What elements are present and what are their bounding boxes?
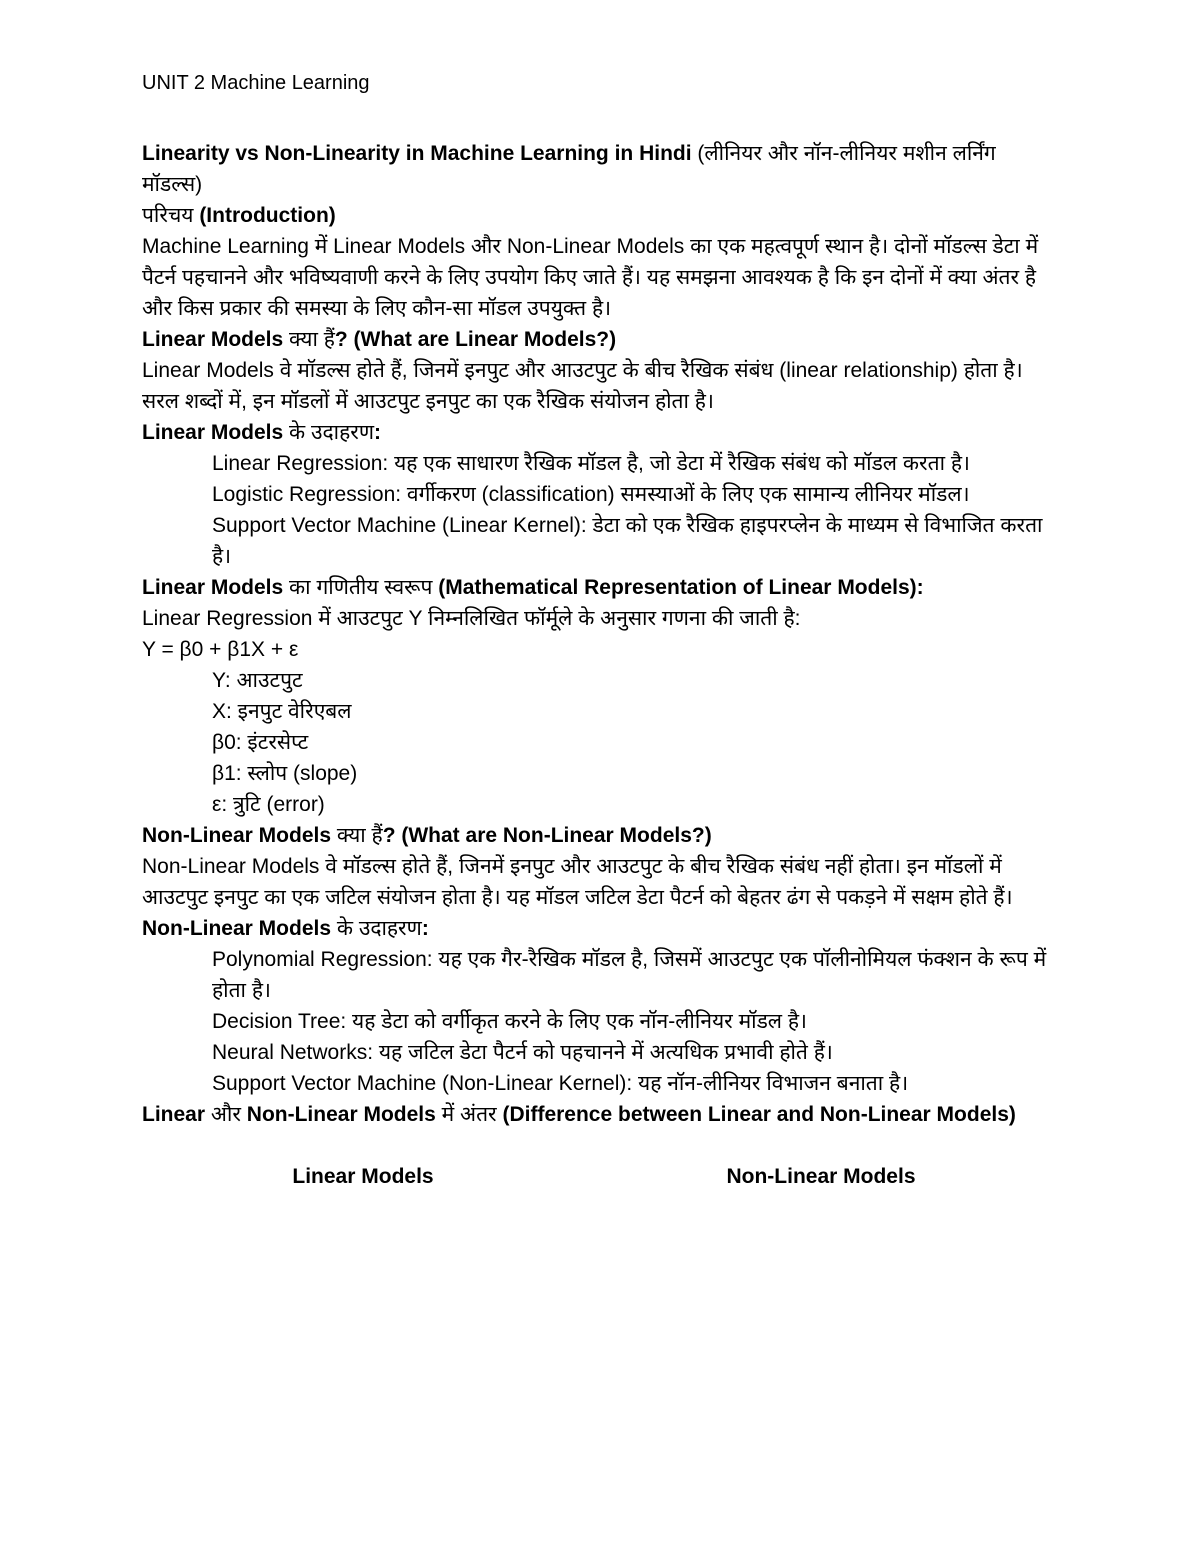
math-heading: Linear Models का गणितीय स्वरूप (Mathematical Representation of Linear Models): <box>142 576 924 599</box>
linear-text: Linear Models वे मॉडल्स होते हैं, जिनमें इनपुट और आउटपुट के बीच रैखिक संबंध (linear relationship) होता है। सरल शब्दों में, इन मॉडलों में आउटपुट इनपुट का एक रैखिक संयोजन होता है। <box>142 359 1023 413</box>
intro-heading-en: (Introduction) <box>199 204 336 227</box>
formula: Y = β0 + β1X + ε <box>142 638 299 661</box>
intro-heading <box>142 200 1058 231</box>
formula-term: ε: त्रुटि (error) <box>212 793 325 816</box>
document-body <box>142 138 1058 1192</box>
table-header-nonlinear: Non-Linear Models <box>726 1165 916 1188</box>
formula-term: Y: आउटपुट <box>212 669 303 692</box>
formula-term: β1: स्लोप (slope) <box>212 762 358 785</box>
nonlinear-examples-heading: Non-Linear Models के उदाहरण: <box>142 917 429 940</box>
comparison-table-header <box>142 1161 1058 1192</box>
title-rest: (लीनियर और नॉन-लीनियर मशीन लर्निंग मॉडल्स) <box>142 142 996 196</box>
difference-heading: Linear और Non-Linear Models में अंतर (Difference between Linear and Non-Linear Models) <box>142 1103 1016 1126</box>
document-title <box>142 138 1058 200</box>
linear-examples-heading: Linear Models के उदाहरण: <box>142 421 382 444</box>
title-bold: Linearity vs Non-Linearity in Machine Learning in Hindi <box>142 142 692 165</box>
linear-heading: Linear Models क्या हैं? (What are Linear Models?) <box>142 328 617 351</box>
nonlinear-example-item: Decision Tree: यह डेटा को वर्गीकृत करने के लिए एक नॉन-लीनियर मॉडल है। <box>212 1010 807 1033</box>
table-header-linear: Linear Models <box>292 1165 434 1188</box>
nonlinear-example-item: Neural Networks: यह जटिल डेटा पैटर्न को पहचानने में अत्यधिक प्रभावी होते हैं। <box>212 1041 833 1064</box>
formula-term: β0: इंटरसेप्ट <box>212 731 309 754</box>
linear-example-item: Logistic Regression: वर्गीकरण (classification) समस्याओं के लिए एक सामान्य लीनियर मॉडल। <box>212 483 970 506</box>
formula-term: X: इनपुट वेरिएबल <box>212 700 352 723</box>
linear-example-item: Linear Regression: यह एक साधारण रैखिक मॉडल है, जो डेटा में रैखिक संबंध को मॉडल करता है। <box>212 452 970 475</box>
nonlinear-text: Non-Linear Models वे मॉडल्स होते हैं, जिनमें इनपुट और आउटपुट के बीच रैखिक संबंध नहीं होता। इन मॉडलों में आउटपुट इनपुट का एक जटिल संयोजन होता है। यह मॉडल जटिल डेटा पैटर्न को बेहतर ढंग से पकड़ने में सक्षम होते हैं। <box>142 855 1013 909</box>
nonlinear-example-item: Polynomial Regression: यह एक गैर-रैखिक मॉडल है, जिसमें आउटपुट एक पॉलीनोमियल फंक्शन के रूप में होता है। <box>212 948 1047 1002</box>
intro-text: Machine Learning में Linear Models और Non-Linear Models का एक महत्वपूर्ण स्थान है। दोनों मॉडल्स डेटा में पैटर्न पहचानने और भविष्यवाणी करने के लिए उपयोग किए जाते हैं। यह समझना आवश्यक है कि इन दोनों में क्या अंतर है और किस प्रकार की समस्या के लिए कौन-सा मॉडल उपयुक्त है। <box>142 235 1039 320</box>
page-header: UNIT 2 Machine Learning <box>142 72 370 94</box>
linear-example-item: Support Vector Machine (Linear Kernel): डेटा को एक रैखिक हाइपरप्लेन के माध्यम से विभाजित करता है। <box>212 514 1043 568</box>
nonlinear-heading: Non-Linear Models क्या हैं? (What are Non-Linear Models?) <box>142 824 712 847</box>
intro-heading-hi: परिचय <box>142 204 200 227</box>
math-text: Linear Regression में आउटपुट Y निम्नलिखित फॉर्मूले के अनुसार गणना की जाती है: <box>142 607 801 630</box>
nonlinear-example-item: Support Vector Machine (Non-Linear Kernel): यह नॉन-लीनियर विभाजन बनाता है। <box>212 1072 909 1095</box>
